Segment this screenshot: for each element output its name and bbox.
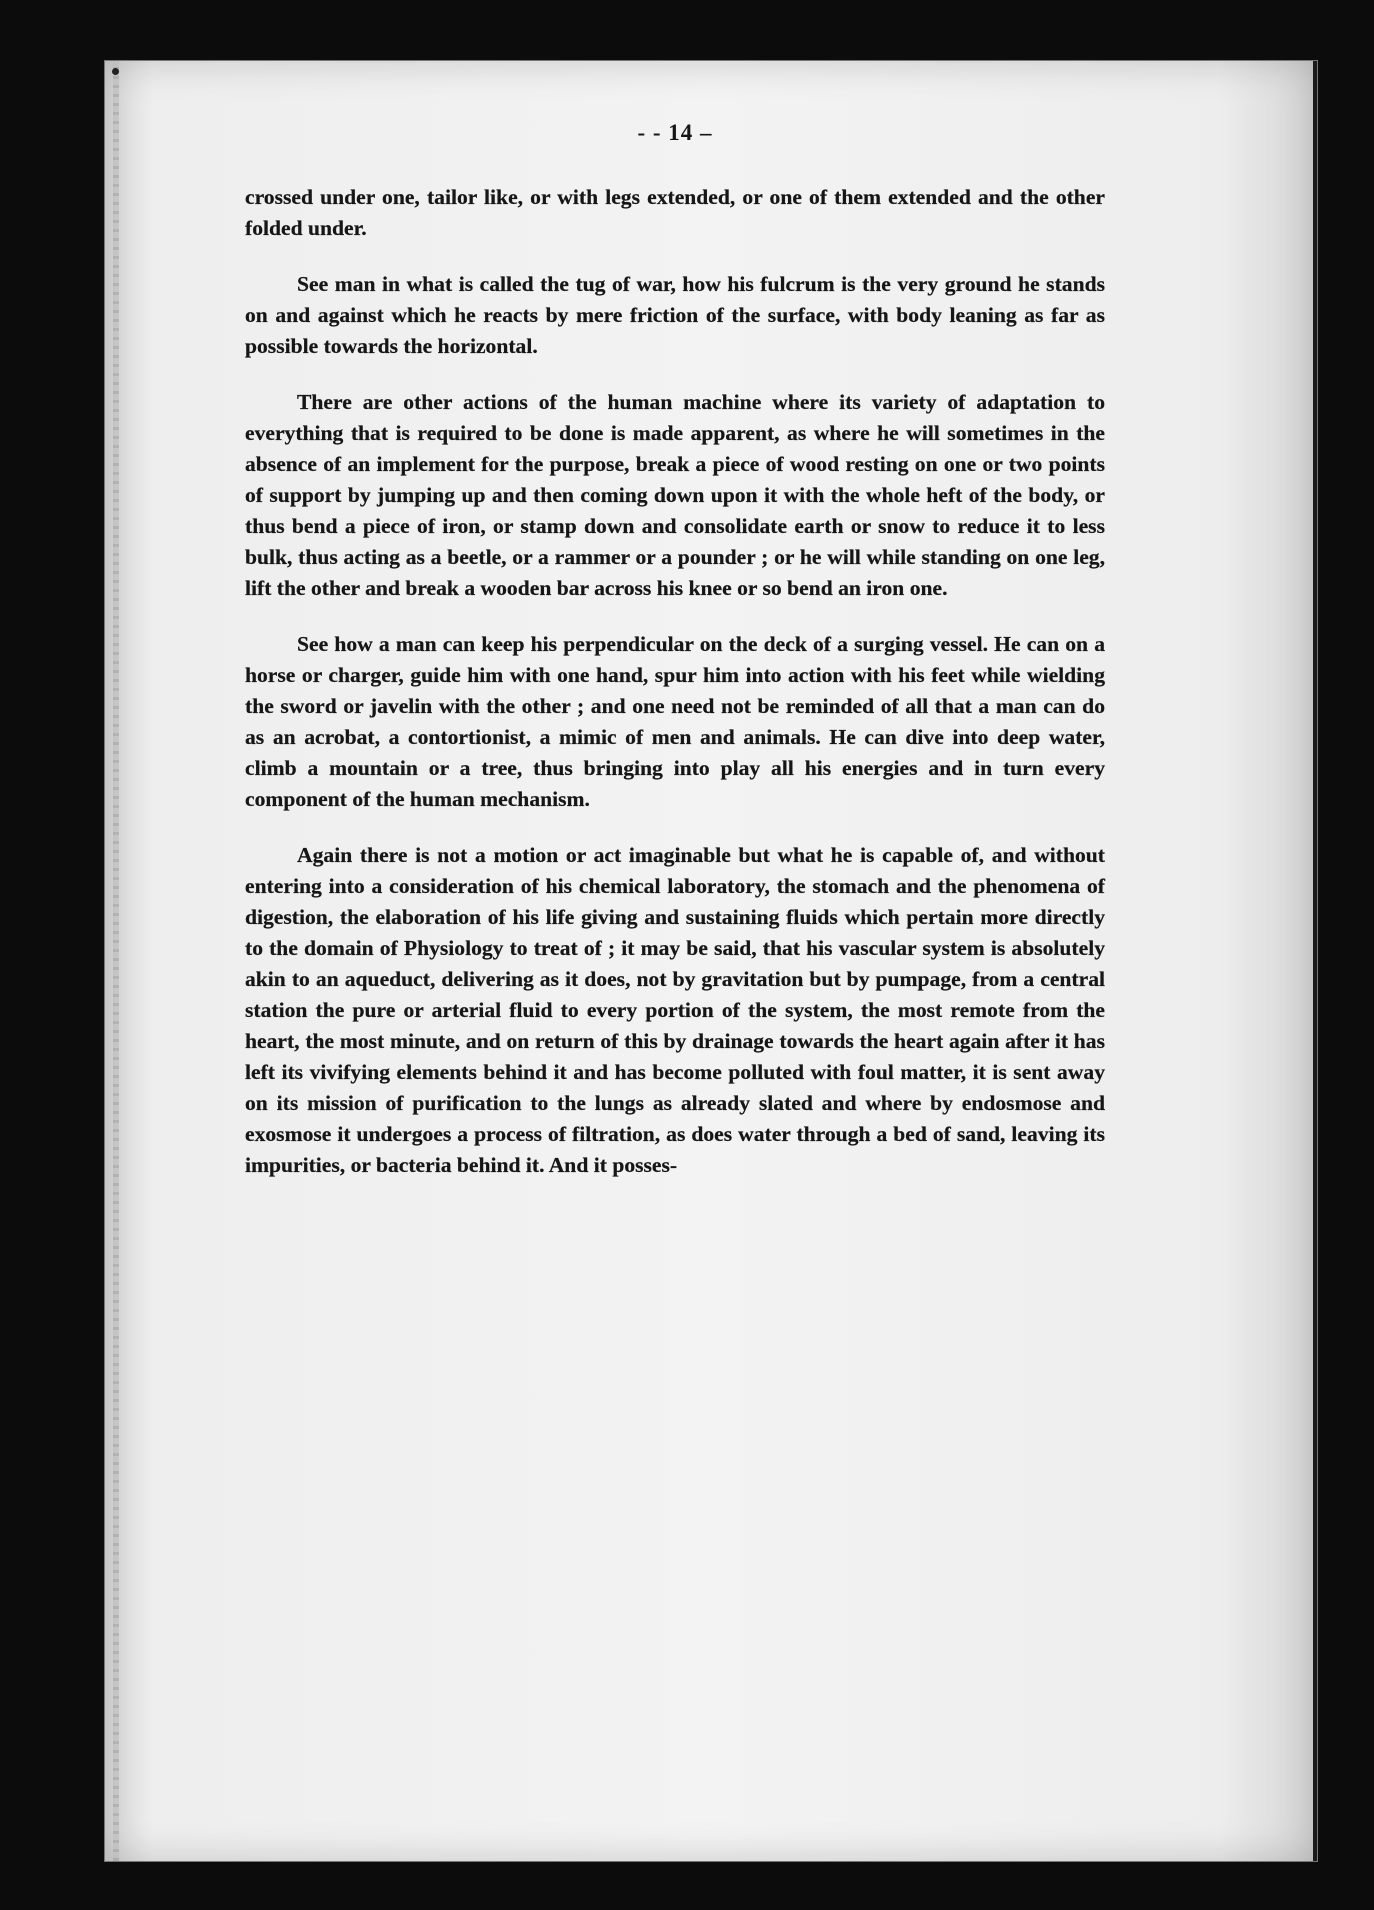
paragraph-3: There are other actions of the human machine where its variety of adaptation to everything that is required to be done is made apparent, as where he will sometimes in the absence of an implement for the purpose, break a piece of wood resting on one or two points of support by jumping up and then coming down upon it with the whole heft of the body, or thus bend a piece of iron, or stamp down and consolidate earth or snow to reduce it to less bulk, thus acting as a beetle, or a rammer or a pounder ; or he will while standing on one leg, lift the other and break a wooden bar across his knee or so bend an iron one. bbox=[245, 390, 1105, 600]
paragraph-4: See how a man can keep his perpendicular on the deck of a surging vessel. He can on a horse or charger, guide him with one hand, spur him into action with his feet while wielding the sword or javelin with the other ; and one need not be reminded of all that a man can do as an acrobat, a contortionist, a mimic of men and animals. He can dive into deep water, climb a mountain or a tree, thus bringing into play all his energies and in turn every component of the human mechanism. bbox=[245, 632, 1105, 811]
paragraph-2: See man in what is called the tug of war, how his fulcrum is the very ground he stands on and against which he reacts by mere friction of the surface, with body leaning as far as possible towards the horizontal. bbox=[245, 272, 1105, 358]
ink-speck bbox=[112, 68, 119, 75]
paragraph-5: Again there is not a motion or act imaginable but what he is capable of, and without entering into a consideration of his chemical laboratory, the stomach and the phenomena of digestion, the elaboration of his life giving and sustaining fluids which pertain more directly to the domain of Physiology to treat of ; it may be said, that his vascular system is absolutely akin to an aqueduct, delivering as it does, not by gravitation but by pumpage, from a central station the pure or arterial fluid to every portion of the system, the most remote from the heart, the most minute, and on return of this by drainage towards the heart again after it has left its vivifying elements behind it and has become polluted with foul matter, it is sent away on its mission of purification to the lungs as already slated and where by endosmose and exosmose it undergoes a process of filtration, as does water through a bed of sand, leaving its impurities, or bacteria behind it. And it posses- bbox=[245, 843, 1105, 1177]
page-binding-edge bbox=[113, 61, 119, 1861]
page-fold-line bbox=[1313, 61, 1317, 1861]
page-text-block bbox=[245, 120, 1105, 1181]
page-number: - - 14 – bbox=[637, 120, 713, 145]
paragraph-1: crossed under one, tailor like, or with legs extended, or one of them extended and the other folded under. bbox=[245, 185, 1105, 240]
